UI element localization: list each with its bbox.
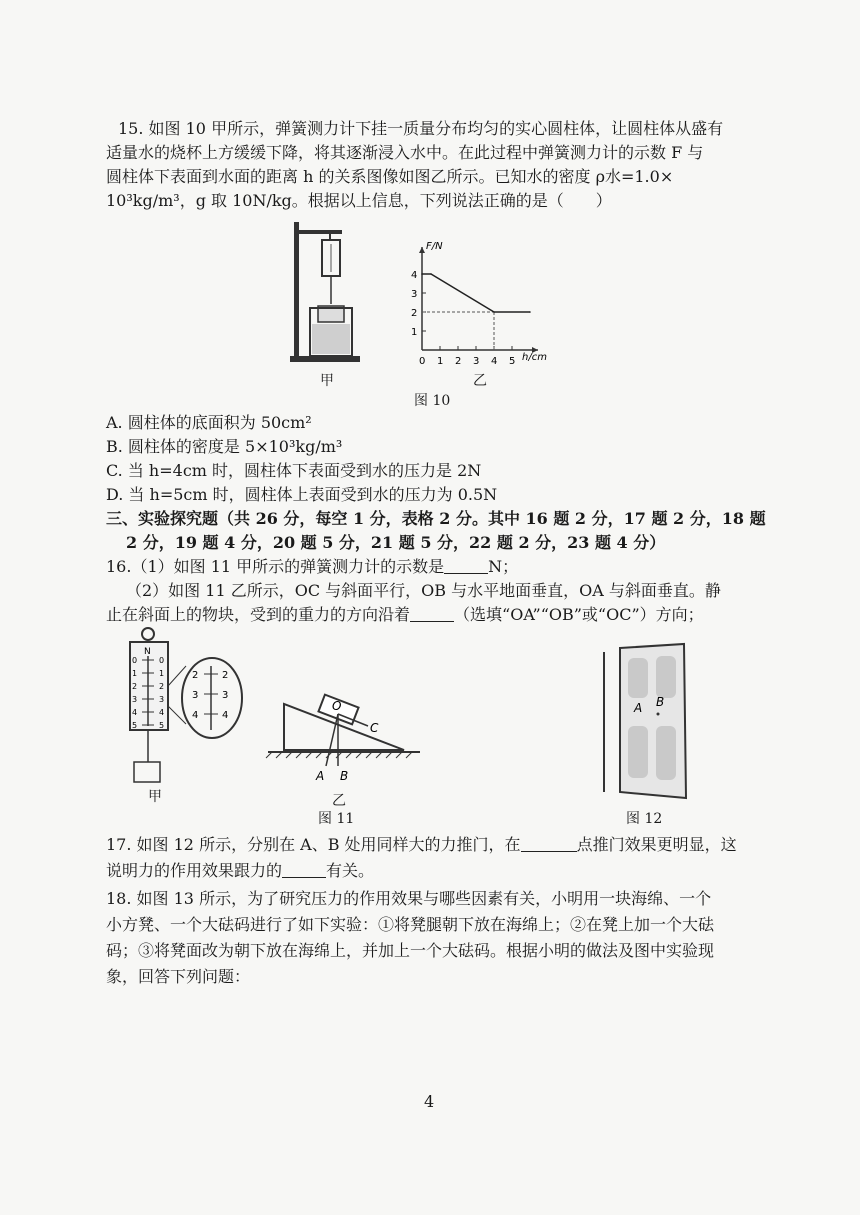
scale-tick-label-right: 1 <box>159 669 165 678</box>
stand-pole <box>294 222 299 362</box>
q17-blank-1 <box>521 835 577 852</box>
q18-line-2: 小方凳、一个大砝码进行了如下实验：①将凳腿朝下放在海绵上；②在凳上加一个大砝 <box>106 915 715 934</box>
q15-line-1: 15. 如图 10 甲所示，弹簧测力计下挂一质量分布均匀的实心圆柱体，让圆柱体从盛有 <box>118 119 724 138</box>
series-point <box>493 311 495 313</box>
y-axis-arrow <box>419 247 425 253</box>
q17-blank-2 <box>282 861 326 878</box>
fig11-caption: 图 11 <box>318 811 355 827</box>
q16-line-3-pre: 止在斜面上的物块，受到的重力的方向沿着 <box>106 605 411 624</box>
q15-line-4: 10³kg/m³，g 取 10N/kg。根据以上信息，下列说法正确的是（ ） <box>106 191 612 210</box>
x-tick-label: 1 <box>437 356 444 367</box>
q18-line-1: 18. 如图 13 所示，为了研究压力的作用效果与哪些因素有关，小明用一块海绵、一个 <box>106 889 712 908</box>
door-inset-4 <box>656 726 676 780</box>
y-tick-label: 3 <box>411 289 418 300</box>
x-tick-label: 5 <box>509 356 516 367</box>
scale-tick-label: 5 <box>132 721 138 730</box>
fig10-apparatus <box>290 218 370 368</box>
q16-line-2: （2）如图 11 乙所示，OC 与斜面平行，OB 与水平地面垂直，OA 与斜面垂直。静 <box>126 581 721 600</box>
scale-tick-label-right: 4 <box>159 708 165 717</box>
fig11-label-right: 乙 <box>332 793 346 809</box>
zoom-circle <box>182 658 242 738</box>
fig12-caption: 图 12 <box>626 811 663 827</box>
scale-tick-label: 3 <box>132 695 138 704</box>
label-o: O <box>332 699 342 713</box>
q16-line-1 <box>106 556 518 578</box>
water <box>312 324 350 354</box>
q15-option-d: D. 当 h=5cm 时，圆柱体上表面受到水的压力为 0.5N <box>106 485 498 504</box>
section3-heading-1: 三、实验探究题（共 26 分，每空 1 分，表格 2 分。其中 16 题 2 分，17 题 2 分，18 题 <box>106 509 766 528</box>
scale-tick-label-right: 2 <box>159 682 165 691</box>
fig11-incline <box>264 686 424 786</box>
scale-tick-label-right: 0 <box>159 656 165 665</box>
door-inset-2 <box>656 656 676 698</box>
q16-blank-1 <box>444 557 488 574</box>
q16-blank-2 <box>410 605 454 622</box>
x-tick-label: 0 <box>419 356 426 367</box>
zoom-tick-label: 3 <box>192 690 199 701</box>
fig11-spring-scale <box>124 626 254 796</box>
scale-tick-label: 4 <box>132 708 138 717</box>
q15-line-2: 适量水的烧杯上方缓缓下降，将其逐渐浸入水中。在此过程中弹簧测力计的示数 F 与 <box>106 143 704 162</box>
label-a: A <box>316 769 325 783</box>
q16-line-3 <box>106 604 704 626</box>
hanging-weight <box>134 762 160 782</box>
q16-line-1-pre: 16.（1）如图 11 甲所示的弹簧测力计的示数是 <box>106 557 445 576</box>
point-b <box>657 713 660 716</box>
page-number: 4 <box>424 1092 435 1111</box>
q17-line-1-pre: 17. 如图 12 所示，分别在 A、B 处用同样大的力推门，在 <box>106 835 521 854</box>
zoom-tick-label-right: 3 <box>222 690 229 701</box>
series-line-0 <box>422 274 530 312</box>
q15-option-b: B. 圆柱体的密度是 5×10³kg/m³ <box>106 437 343 456</box>
label-c: C <box>370 721 379 735</box>
door-label-a: A <box>634 701 643 715</box>
q15-option-c: C. 当 h=4cm 时，圆柱体下表面受到水的压力是 2N <box>106 461 482 480</box>
stand-arm <box>294 230 342 234</box>
fig10-chart <box>400 222 580 372</box>
zoom-tick-label: 2 <box>192 670 199 681</box>
scale-tick-label-right: 5 <box>159 721 165 730</box>
scale-tick-label: 2 <box>132 682 138 691</box>
zoom-tick-label-right: 2 <box>222 670 229 681</box>
y-tick-label: 2 <box>411 308 418 319</box>
series-point <box>421 273 423 275</box>
door-inset-3 <box>628 726 648 778</box>
q17-line-1-post: 点推门效果更明显，这 <box>576 835 737 854</box>
series-point <box>430 273 432 275</box>
series-point <box>529 311 531 313</box>
zoom-tick-label: 4 <box>192 710 199 721</box>
q18-line-3: 码；③将凳面改为朝下放在海绵上，并加上一个大砝码。根据小明的做法及图中实验现 <box>106 941 715 960</box>
scale-tick-label: 1 <box>132 669 138 678</box>
y-tick-label: 4 <box>411 270 418 281</box>
q17-line-2-pre: 说明力的作用效果跟力的 <box>106 861 283 880</box>
fig11-label-left: 甲 <box>148 789 162 805</box>
fig10-label-left: 甲 <box>320 373 334 389</box>
y-tick-label: 1 <box>411 327 418 338</box>
fig10-caption: 图 10 <box>414 393 451 409</box>
x-tick-label: 2 <box>455 356 462 367</box>
q18-line-4: 象，回答下列问题： <box>106 967 251 986</box>
fig12-door <box>598 642 690 802</box>
q17-line-2 <box>106 860 374 882</box>
zoom-tick-label-right: 4 <box>222 710 229 721</box>
door-label-b: B <box>656 695 665 709</box>
scale-ring <box>142 628 154 640</box>
q17-line-2-post: 有关。 <box>326 861 375 880</box>
fig10-label-right: 乙 <box>473 373 487 389</box>
x-tick-label: 3 <box>473 356 480 367</box>
q16-line-3-post: （选填“OA”“OB”或“OC”）方向； <box>454 605 704 624</box>
q17-line-1 <box>106 834 737 856</box>
y-axis-label: F/N <box>426 241 443 252</box>
x-axis-label: h/cm <box>522 352 547 363</box>
q16-line-1-post: N； <box>488 557 519 576</box>
scale-tick-label-right: 3 <box>159 695 165 704</box>
x-tick-label: 4 <box>491 356 498 367</box>
scale-tick-label: 0 <box>132 656 138 665</box>
q15-option-a: A. 圆柱体的底面积为 50cm² <box>106 413 312 432</box>
section3-heading-2: 2 分，19 题 4 分，20 题 5 分，21 题 5 分，22 题 2 分，23 题 4 分） <box>126 533 666 552</box>
scale-unit: N <box>144 647 151 657</box>
door-inset-1 <box>628 658 648 698</box>
q15-line-3: 圆柱体下表面到水面的距离 h 的关系图像如图乙所示。已知水的密度 ρ水=1.0× <box>106 167 674 186</box>
label-b: B <box>340 769 349 783</box>
